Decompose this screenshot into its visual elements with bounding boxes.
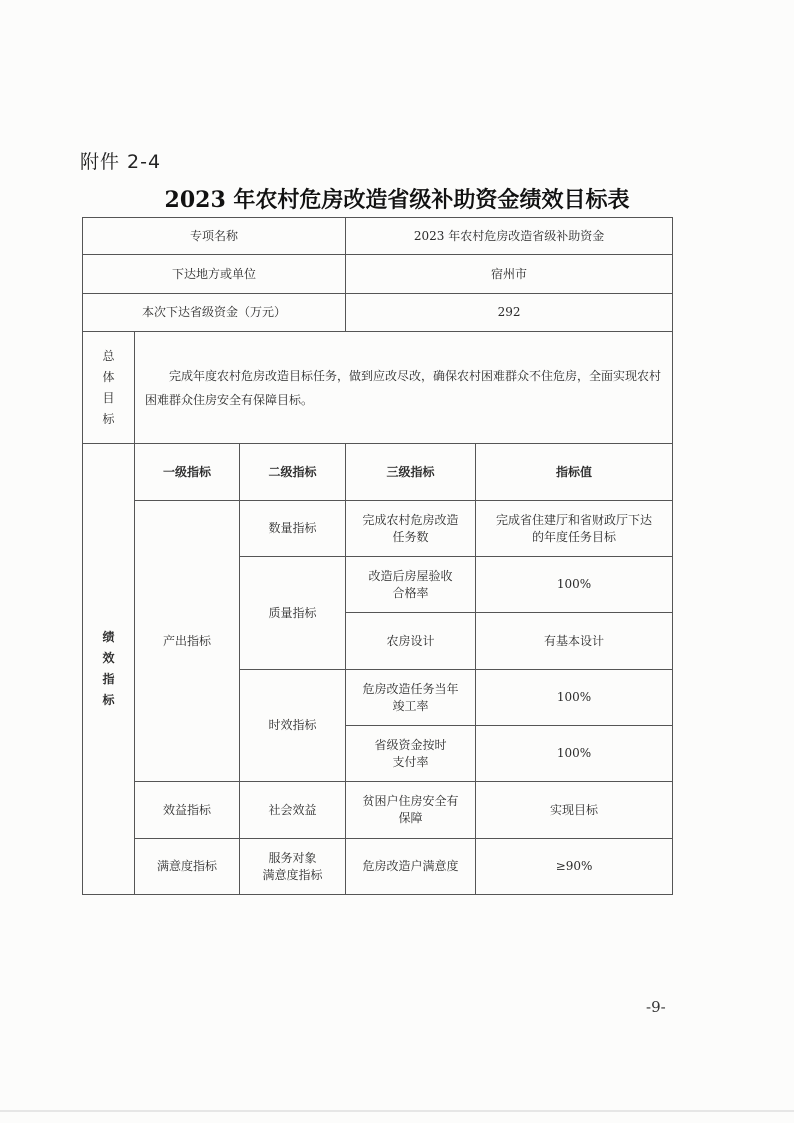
header-level2: 二级指标 [240,444,346,501]
funding-value: 292 [346,294,673,332]
value-cell: ≥90% [476,839,673,895]
level3-cell: 省级资金按时 支付率 [346,726,476,782]
level2-service: 服务对象 满意度指标 [240,839,346,895]
funding-label: 本次下达省级资金（万元） [83,294,346,332]
value-cell: 100% [476,726,673,782]
document-title: 2023 年农村危房改造省级补助资金绩效目标表 [164,187,630,213]
level1-benefit: 效益指标 [135,782,240,839]
level1-output: 产出指标 [135,501,240,782]
level3-cell: 危房改造任务当年 竣工率 [346,670,476,726]
page-number: -9- [646,998,666,1016]
level2-quantity: 数量指标 [240,501,346,557]
info-row-region [83,255,673,294]
indicator-row [83,501,673,557]
overall-goal-text: 完成年度农村危房改造目标任务，做到应改尽改，确保农村困难群众不住危房，全面实现农村困难群众住房安全有保障目标。 [135,332,673,444]
header-level1: 一级指标 [135,444,240,501]
performance-indicators-label: 绩 效 指 标 [83,444,135,895]
region-label: 下达地方或单位 [83,255,346,294]
indicator-header-row [83,444,673,501]
info-row-project-name [83,218,673,255]
indicator-row [83,782,673,839]
performance-target-table [82,217,673,895]
value-cell: 实现目标 [476,782,673,839]
indicator-row [83,839,673,895]
info-row-funding [83,294,673,332]
level2-timeliness: 时效指标 [240,670,346,782]
project-name-label: 专项名称 [83,218,346,255]
level3-cell: 危房改造户满意度 [346,839,476,895]
level3-cell: 农房设计 [346,613,476,670]
level2-social: 社会效益 [240,782,346,839]
value-cell: 100% [476,670,673,726]
level1-satisfaction: 满意度指标 [135,839,240,895]
value-cell: 完成省住建厅和省财政厅下达 的年度任务目标 [476,501,673,557]
attachment-label: 附件 2-4 [80,151,162,173]
value-cell: 有基本设计 [476,613,673,670]
region-value: 宿州市 [346,255,673,294]
header-value: 指标值 [476,444,673,501]
project-name-value: 2023 年农村危房改造省级补助资金 [346,218,673,255]
header-level3: 三级指标 [346,444,476,501]
overall-goal-row [83,332,673,444]
level3-cell: 完成农村危房改造 任务数 [346,501,476,557]
page-bottom-edge [0,1110,794,1112]
value-cell: 100% [476,557,673,613]
level2-quality: 质量指标 [240,557,346,670]
level3-cell: 贫困户住房安全有 保障 [346,782,476,839]
overall-goal-label: 总 体 目 标 [83,332,135,444]
level3-cell: 改造后房屋验收 合格率 [346,557,476,613]
